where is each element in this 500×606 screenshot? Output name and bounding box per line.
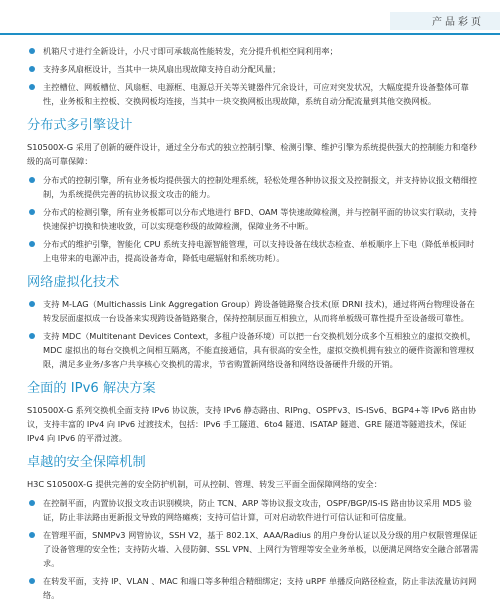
- list-item: 分布式的控制引擎，所有业务板均提供强大的控制处理系统，轻松处理各种协议报文及控制报文，并支持协议报文精细控制，为系统提供完善的抗协议报文攻击的能力。: [21, 173, 481, 201]
- list-item: 机箱尺寸进行全新设计，小尺寸即可承载高性能转发，充分提升机柜空间利用率；: [21, 44, 481, 58]
- section-heading: 分布式多引擎设计: [27, 118, 133, 133]
- document-body: [21, 44, 481, 606]
- section-paragraph: S10500X-G 系列交换机全面支持 IPv6 协议族，支持 IPv6 静态路由、RIPng、OSPFv3、IS-ISv6、BGP4+等 IPv6 路由协议，支持丰富的 IPv4 向 IPv6 过渡技术，包括：IPv6 手工隧道、6to4 隧道、ISATAP 隧道、GRE 隧道等隧道技术，保证 IPv4 向 IPv6 的平滑过渡。: [27, 405, 477, 443]
- bullet-icon: [29, 241, 35, 247]
- bullet-icon: [29, 301, 35, 307]
- bullet-icon: [29, 48, 35, 54]
- section-heading: 卓越的安全保障机制: [27, 455, 146, 470]
- list-item: 在转发平面，支持 IP、VLAN 、MAC 和端口等多种组合精细绑定；支持 uRPF 单播反向路径检查，防止非法流量访问网络。: [21, 574, 481, 602]
- intro-list: [21, 44, 481, 108]
- bullet-icon: [29, 532, 35, 538]
- list-item: 主控槽位、网板槽位、风扇框、电源框、电源总开关等关键器件冗余设计，可应对突发状况，大幅度提升设备整体可靠性，业务板和主控板、交换网板均连接，当其中一块交换网板出现故障，系统自动分配流量到其他交换网板。: [21, 80, 481, 108]
- list-item: 分布式的检测引擎，所有业务板都可以分布式地进行 BFD、OAM 等快速故障检测，并与控制平面的协议实行联动，支持快速保护切换和快速收敛，可以实现毫秒级的故障检测，保障业务不中断。: [21, 205, 481, 233]
- section-heading: 网络虚拟化技术: [27, 275, 120, 290]
- bullet-icon: [29, 500, 35, 506]
- list-item: 支持多风扇框设计，当其中一块风扇出现故障支持自动分配风量；: [21, 62, 481, 76]
- list-item: 在管理平面，SNMPv3 网管协议，SSH V2，基于 802.1X、AAA/Radius 的用户身份认证以及分级的用户权限管理保证了设备管理的安全性；支持防火墙、入侵防御、SSL VPN、上网行为管理等安全业务单板，以便满足网络安全融合部署需求。: [21, 528, 481, 570]
- bullet-icon: [29, 84, 35, 90]
- section-paragraph: S10500X-G 采用了创新的硬件设计，通过全分布式的独立控制引擎、检测引擎、维护引擎为系统提供强大的控制能力和毫秒级的高可靠保障：: [27, 142, 477, 166]
- bullet-icon: [29, 177, 35, 183]
- section-heading: 全面的 IPv6 解决方案: [27, 381, 156, 396]
- header-divider: [0, 33, 500, 35]
- bullet-icon: [29, 578, 35, 584]
- header-title: 产品彩页: [432, 17, 484, 28]
- page-header: [0, 0, 500, 32]
- list-item: 分布式的维护引擎，智能化 CPU 系统支持电源智能管理，可以支持设备在线状态检查、单板顺序上下电（降低单板同时上电带来的电源冲击，提高设备寿命，降低电磁辐射和系统功耗）。: [21, 237, 481, 265]
- bullet-icon: [29, 333, 35, 339]
- section-paragraph: H3C S10500X-G 提供完善的安全防护机制，可从控制、管理、转发三平面全面保障网络的安全：: [27, 479, 382, 489]
- list-item: 在控制平面，内置协议报文攻击识别模块，防止 TCN、ARP 等协议报文攻击，OSPF/BGP/IS-IS 路由协议采用 MD5 验证，防止非法路由更新报文导致的网络瘫痪；支持可信计算，可对启动软件进行可信认证和可信度量。: [21, 496, 481, 524]
- list-item: 支持 MDC（Multitenant Devices Context，多租户设备环境）可以把一台交换机划分成多个互相独立的虚拟交换机，MDC 虚拟出的每台交换机之间相互隔离，不能直接通信，具有很高的安全性，虚拟交换机拥有独立的硬件资源和管理权限，满足多业务/多客户共享核心交换机的需求，节省购置新网络设备和网络设备硬件升级的开销。: [21, 329, 481, 371]
- bullet-icon: [29, 209, 35, 215]
- bullet-icon: [29, 66, 35, 72]
- list-item: 支持 M-LAG（Multichassis Link Aggregation Group）跨设备链路聚合技术(原 DRNI 技术)，通过将两台物理设备在转发层面虚拟成一台设备来实现跨设备链路聚合，保持控制层面互相独立，从而将单板级可靠性提升至设备级可靠性。: [21, 297, 481, 325]
